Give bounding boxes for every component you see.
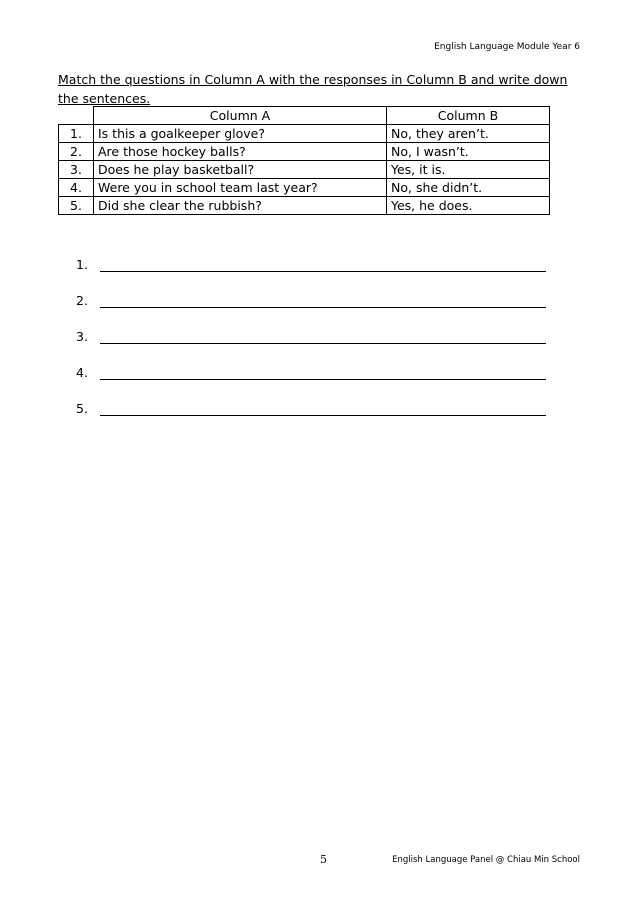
- answer-number: 3.: [76, 329, 88, 344]
- table-row: [59, 161, 550, 179]
- answer-line-4: [76, 344, 546, 380]
- writing-line[interactable]: [100, 293, 546, 308]
- table-row: [59, 125, 550, 143]
- row-number: 2.: [59, 143, 94, 161]
- exercise-instruction: Match the questions in Column A with the responses in Column B and write down the sentences.: [58, 72, 568, 106]
- table-row: [59, 143, 550, 161]
- table-row: [59, 179, 550, 197]
- writing-line[interactable]: [100, 365, 546, 380]
- question-cell: Were you in school team last year?: [94, 179, 387, 197]
- writing-line[interactable]: [100, 329, 546, 344]
- matching-table: [58, 106, 550, 215]
- question-cell: Does he play basketball?: [94, 161, 387, 179]
- answer-line-5: [76, 380, 546, 416]
- answer-lines: [76, 236, 546, 416]
- answer-number: 5.: [76, 401, 88, 416]
- question-cell: Is this a goalkeeper glove?: [94, 125, 387, 143]
- writing-line[interactable]: [100, 401, 546, 416]
- table-row: [59, 197, 550, 215]
- response-cell: No, she didn’t.: [387, 179, 550, 197]
- answer-line-2: [76, 272, 546, 308]
- answer-line-3: [76, 308, 546, 344]
- footer-credit: English Language Panel @ Chiau Min School: [392, 855, 580, 865]
- column-a-header: Column A: [94, 107, 387, 125]
- column-number-header: [59, 107, 94, 125]
- row-number: 5.: [59, 197, 94, 215]
- response-cell: No, I wasn’t.: [387, 143, 550, 161]
- answer-number: 1.: [76, 257, 88, 272]
- row-number: 3.: [59, 161, 94, 179]
- question-cell: Are those hockey balls?: [94, 143, 387, 161]
- writing-line[interactable]: [100, 257, 546, 272]
- row-number: 1.: [59, 125, 94, 143]
- row-number: 4.: [59, 179, 94, 197]
- page-header: English Language Module Year 6: [434, 42, 580, 52]
- table-header-row: [59, 107, 550, 125]
- response-cell: Yes, he does.: [387, 197, 550, 215]
- page-number: 5: [320, 853, 327, 866]
- question-cell: Did she clear the rubbish?: [94, 197, 387, 215]
- answer-line-1: [76, 236, 546, 272]
- answer-number: 2.: [76, 293, 88, 308]
- column-b-header: Column B: [387, 107, 550, 125]
- answer-number: 4.: [76, 365, 88, 380]
- response-cell: Yes, it is.: [387, 161, 550, 179]
- response-cell: No, they aren’t.: [387, 125, 550, 143]
